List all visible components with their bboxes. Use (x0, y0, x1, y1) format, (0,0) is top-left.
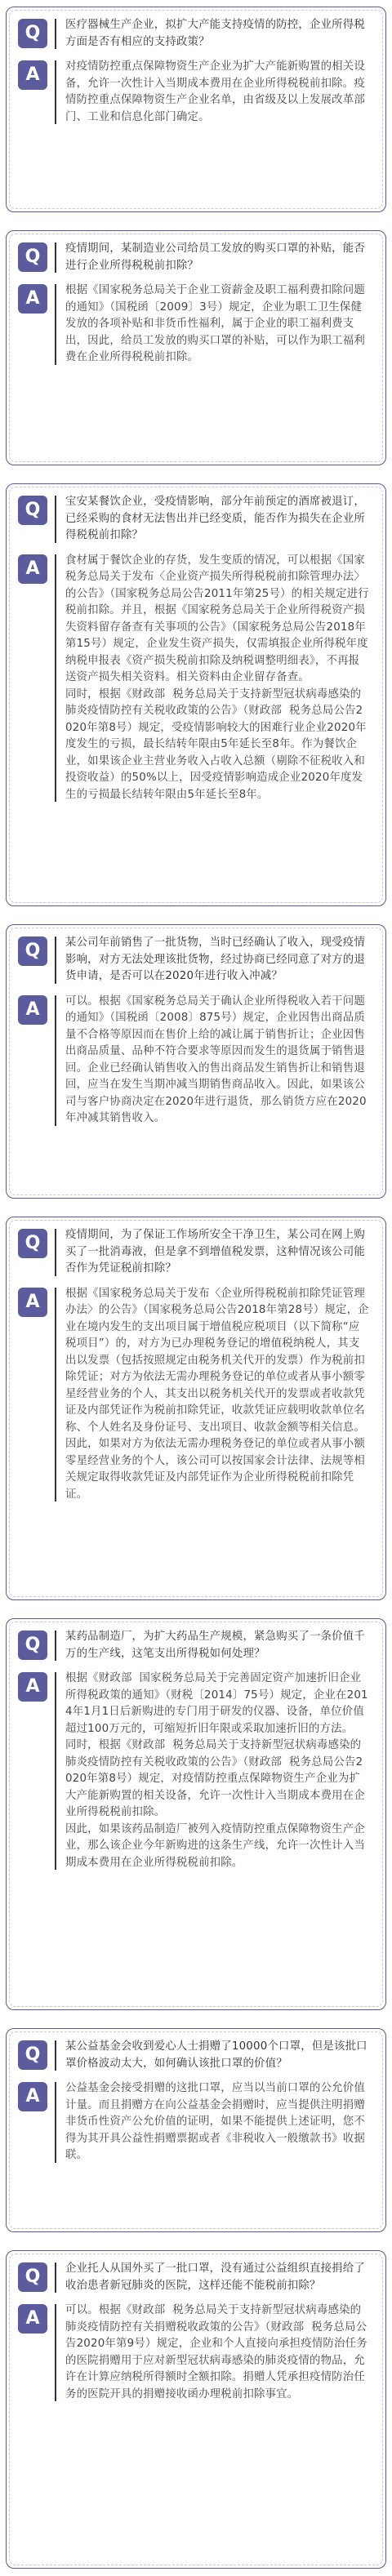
question-text: 某公司年前销售了一批货物，当时已经确认了收入，现受疫情影响，对方无法处理该批货物，经过协商已经同意了对方的退货申请，是否可以在2020年进行收入冲减？ (65, 937, 365, 982)
answer-text: 食材属于餐饮企业的存货，发生变质的情况，可以根据《国家税务总局关于发布〈企业资产损失所得税税前扣除管理办法〉的公告》（国家税务总局公告2011年第25号）的相关规定进行税前扣除。并且，根据《国家税务总局关于企业所得税资产损失资料留存备查有关事项的公告》（国家税务总局公告2018年第15号）规定，企业发生资产损失，仅需填报企业所得税年度纳税申报表《资产损失税前扣除及纳税调整明细表》，不再报送资产损失相关资料。相关资料由企业留存备查。 同时，根据《财政部 税务总局关于支持新型冠状病毒感染的肺炎疫情防控有关税收政策的公告》（财政部 税务总局公告2020年第8号）规定，受疫情影响较大的困难行业企业2020年度发生的亏损，最长结转年限由5年延长至8年。作为餐饮企业，如果该企业主营业务收入占收入总额（剔除不征税收入和投资收益）的50%以上，因受疫情影响造成企业2020年度发生的亏损最长结转年限由5年延长至8年。 (65, 554, 369, 801)
answer-block (18, 994, 369, 1128)
divider-line (55, 554, 56, 803)
answer-block (18, 283, 369, 367)
question-block (18, 494, 369, 545)
question-badge: Q (18, 1631, 47, 1660)
question-block (18, 1227, 369, 1278)
question-badge: Q (18, 2262, 47, 2292)
question-text: 某公益基金会收到爱心人士捐赠了10000个口罩，但是该批口罩价格波动太大，如何确认该批口罩的价值？ (65, 2040, 368, 2070)
answer-badge: A (18, 1672, 47, 1702)
question-text: 医疗器械生产企业，拟扩大产能支持疫情的防控，企业所得税方面是否有相应的支持政策？ (65, 19, 365, 48)
question-block (18, 1629, 369, 1662)
divider-line (55, 2040, 56, 2071)
divider-line (55, 1672, 56, 1870)
divider-line (55, 1288, 56, 1502)
divider-line (55, 995, 56, 1126)
divider-line (55, 1631, 56, 1661)
answer-text: 可以。根据《国家税务总局关于确认企业所得税收入若干问题的通知》（国税函〔2008〕875号）规定，企业因售出商品质量不合格等原因而在售价上给的减让属于销售折让；企业因售出商品质量、品种不符合要求等原因而发生的退货属于销售退回。企业已经确认销售收入的售出商品发生销售折让和销售退回，应当在发生当期冲减当期销售商品收入。因此，如果该公司与客户协商决定在2020年进行退货，那么销货方应在2020年冲减其销售收入。 (65, 994, 367, 1124)
divider-line (55, 60, 56, 124)
qa-card-6 (6, 1618, 386, 2010)
question-badge: Q (18, 2040, 47, 2070)
qa-card-8 (6, 2250, 386, 2569)
answer-text: 可以。根据《财政部 税务总局关于支持新型冠状病毒感染的肺炎疫情防控有关捐赠税收政策的公告》（财政部 税务总局公告2020年第9号）规定，企业和个人直接向承担疫情防治任务的医院捐赠用于应对新型冠状病毒感染的肺炎疫情的物品，允许在计算应纳税所得额时全额扣除。捐赠人凭承担疫情防治任务的医院开具的捐赠接收函办理税前扣除事宜。 (65, 2304, 368, 2400)
qa-card-1 (6, 7, 386, 212)
question-text: 疫情期间，为了保证工作场所安全干净卫生，某公司在网上购买了一批消毒液，但是拿不到增值税发票，这种情况该公司能否作为凭证税前扣除？ (65, 1229, 365, 1275)
question-badge: Q (18, 1229, 47, 1258)
divider-line (55, 2082, 56, 2163)
qa-card-7 (6, 2028, 386, 2232)
question-block (18, 2261, 369, 2294)
question-block (18, 17, 369, 51)
answer-badge: A (18, 2304, 47, 2334)
divider-line (55, 2262, 56, 2293)
answer-block (18, 59, 369, 126)
answer-text: 根据《国家税务总局关于企业工资薪金及职工福利费扣除问题的通知》（国税函〔2009〕3号）规定，企业为职工卫生保健发放的各项补贴和非货币性福利，属于企业的职工福利费支出，因此，给员工发放的购买口罩的补贴，可以作为职工福利费在企业所得税税前扣除。 (65, 284, 365, 363)
answer-badge: A (18, 2082, 47, 2111)
answer-text: 对疫情防控重点保障物资生产企业为扩大产能新购置的相关设备，允许一次性计入当期成本费用在企业所得税税前扣除。疫情防控重点保障物资生产企业名单，由省级及以上发展改革部门、工业和信息化部门确定。 (65, 60, 365, 123)
question-text: 企业托人从国外买了一批口罩，没有通过公益组织直接捐给了收治患者新冠肺炎的医院，这样还能不能税前扣除？ (65, 2262, 365, 2292)
answer-text: 公益基金会接受捐赠的这批口罩，应当以当前口罩的公允价值计量。而且捐赠方在向公益基金会捐赠时，应当提供注明捐赠非货币性资产公允价值的证明，如果不能提供上述证明，您不得为其开具公益性捐赠票据或者《非税收入一般缴款书》收据联。 (65, 2082, 365, 2161)
question-text: 疫情期间，某制造业公司给员工发放的购买口罩的补贴，能否进行企业所得税税前扣除？ (65, 242, 365, 272)
question-block (18, 935, 369, 985)
answer-badge: A (18, 60, 47, 90)
answer-badge: A (18, 995, 47, 1025)
divider-line (55, 496, 56, 543)
qa-card-5 (6, 1217, 386, 1600)
answer-block (18, 553, 369, 804)
answer-text: 根据《国家税务总局关于发布〈企业所得税税前扣除凭证管理办法〉的公告》（国家税务总局公告2018年第28号）规定，企业在境内发生的支出项目属于增值税应税项目（以下简称“应税项目”）的，对方为已办理税务登记的增值税纳税人，其支出以发票（包括按照规定由税务机关代开的发票）作为税前扣除凭证；对方为依法无需办理税务登记的单位或者从事小额零星经营业务的个人，其支出以税务机关代开的发票或者收款凭证及内部凭证作为税前扣除凭证，收款凭证应载明收款单位名称、个人姓名及身份证号、支出项目、收款金额等相关信息。 因此，如果对方为依法无需办理税务登记的单位或者从事小额零星经营业务的个人，该公司可以按国家会计法律、法规等相关规定取得收款凭证及内部凭证作为企业所得税税前扣除凭证。 (65, 1287, 369, 1501)
answer-text: 根据《财政部 国家税务总局关于完善固定资产加速折旧企业所得税政策的通知》（财税〔2014〕75号）规定，企业在2014年1月1日后新购进的专门用于研发的仪器、设备，单位价值超过100万元的，可缩短折旧年限或采取加速折旧的方法。 同时，根据《财政部 税务总局关于支持新型冠状病毒感染的肺炎疫情防控有关税收政策的公告》（财政部 税务总局公告2020年第8号）规定，对疫情防控重点保障物资生产企业为扩大产能新购置的相关设备，允许一次性计入当期成本费用在企业所得税税前扣除。 因此，如果该药品制造厂被列入疫情防控重点保障物资生产企业，那么该企业今年新购进的这条生产线，允许一次性计入当期成本费用在企业所得税税前扣除。 (65, 1672, 368, 1869)
qa-card-3 (6, 483, 386, 906)
divider-line (55, 19, 56, 49)
question-text: 某药品制造厂，为扩大药品生产规模，紧急购买了一条价值千万的生产线，这笔支出所得税如何处理？ (65, 1631, 365, 1660)
question-block (18, 2039, 369, 2072)
qa-card-4 (6, 924, 386, 1199)
question-block (18, 241, 369, 274)
answer-block (18, 1286, 369, 1504)
answer-badge: A (18, 284, 47, 314)
answer-badge: A (18, 1288, 47, 1317)
question-badge: Q (18, 242, 47, 272)
divider-line (55, 1229, 56, 1276)
qa-card-2 (6, 230, 386, 465)
question-badge: Q (18, 937, 47, 966)
question-badge: Q (18, 496, 47, 525)
answer-block (18, 2080, 369, 2164)
answer-block (18, 2302, 369, 2403)
question-badge: Q (18, 19, 47, 48)
divider-line (55, 242, 56, 273)
answer-badge: A (18, 554, 47, 584)
answer-block (18, 1671, 369, 1871)
divider-line (55, 284, 56, 365)
divider-line (55, 937, 56, 984)
divider-line (55, 2304, 56, 2401)
question-text: 宝安某餐饮企业，受疫情影响，部分年前预定的酒席被退订，已经采购的食材无法售出并已经变质，能否作为损失在企业所得税税前扣除？ (65, 496, 365, 541)
